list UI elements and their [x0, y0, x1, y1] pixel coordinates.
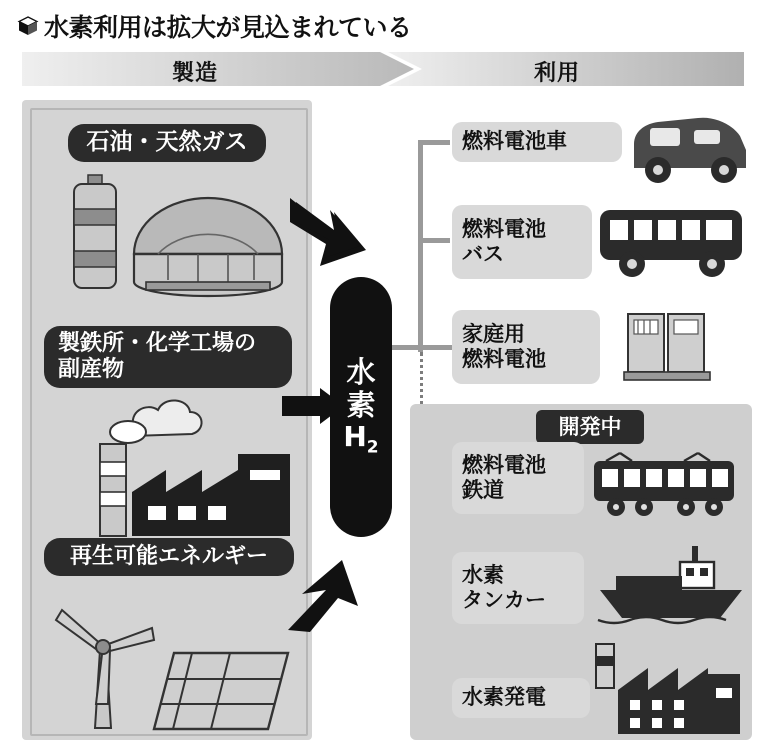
fuel-cell-bus-icon: [596, 202, 748, 282]
connector-trunk-vertical: [418, 140, 423, 352]
gas-cylinder-icon: [72, 175, 118, 290]
development-badge: 開発中: [536, 410, 644, 444]
use-label-hydrogen-tanker-line2: タンカー: [462, 588, 546, 612]
hydrogen-capsule: [330, 277, 392, 537]
solar-panel-icon: [150, 645, 292, 737]
hydrogen-tanker-ship-icon: [596, 540, 746, 626]
use-label-hydrogen-power: [452, 678, 590, 718]
arrow-renewables-to-hydrogen: [288, 556, 368, 632]
use-label-home-fuel-cell-line2: 燃料電池: [462, 347, 546, 371]
hydrogen-line1: 水: [346, 355, 376, 390]
gas-tank-dome-icon: [128, 196, 288, 296]
page-title: [18, 8, 412, 44]
use-label-hydrogen-tanker: [452, 552, 584, 624]
cube-icon: [18, 16, 38, 36]
page-title-text: 水素利用は拡大が見込まれている: [44, 13, 412, 42]
use-label-fuel-cell-bus-line2: バス: [462, 242, 504, 266]
use-label-fuel-cell-car-text: 燃料電池車: [462, 129, 567, 154]
use-label-hydrogen-tanker-line1: 水素: [462, 562, 504, 587]
hydrogen-formula: $H_2$: [343, 420, 379, 458]
production-label-byproducts: [44, 326, 292, 388]
production-label-oil-gas: 石油・天然ガス: [68, 124, 266, 162]
hydrogen-line2: 素: [346, 387, 376, 422]
use-label-home-fuel-cell-line1: 家庭用: [462, 321, 525, 346]
use-label-fuel-cell-bus-line1: 燃料電池: [462, 216, 546, 241]
fuel-cell-car-icon: [628, 110, 752, 186]
production-label-byproducts-line2: 副産物: [58, 357, 125, 382]
production-label-byproducts-line1: 製鉄所・化学工場の: [58, 331, 257, 357]
flow-band: [22, 52, 744, 86]
wind-turbine-icon: [48, 600, 158, 730]
fuel-cell-train-icon: [588, 445, 740, 521]
band-label-utilization: 利用: [534, 61, 581, 86]
use-label-fuel-cell-bus: [452, 205, 592, 279]
production-label-renewables: 再生可能エネルギー: [44, 538, 294, 576]
use-label-hydrogen-power-text: 水素発電: [462, 685, 546, 710]
home-fuel-cell-icon: [624, 310, 710, 382]
arrow-oil-gas-to-hydrogen: [290, 196, 370, 268]
band-label-production: 製造: [172, 61, 219, 86]
use-label-fuel-cell-car: [452, 122, 622, 162]
use-label-home-fuel-cell: [452, 310, 600, 384]
hydrogen-power-plant-icon: [586, 638, 744, 738]
use-label-fuel-cell-train-line2: 鉄道: [462, 478, 504, 502]
connector-branch-bus: [418, 238, 450, 243]
connector-branch-home: [418, 345, 450, 350]
use-label-fuel-cell-train: [452, 442, 584, 514]
connector-branch-car: [418, 140, 450, 145]
factory-icon: [126, 440, 296, 540]
use-label-fuel-cell-train-line1: 燃料電池: [462, 452, 546, 477]
